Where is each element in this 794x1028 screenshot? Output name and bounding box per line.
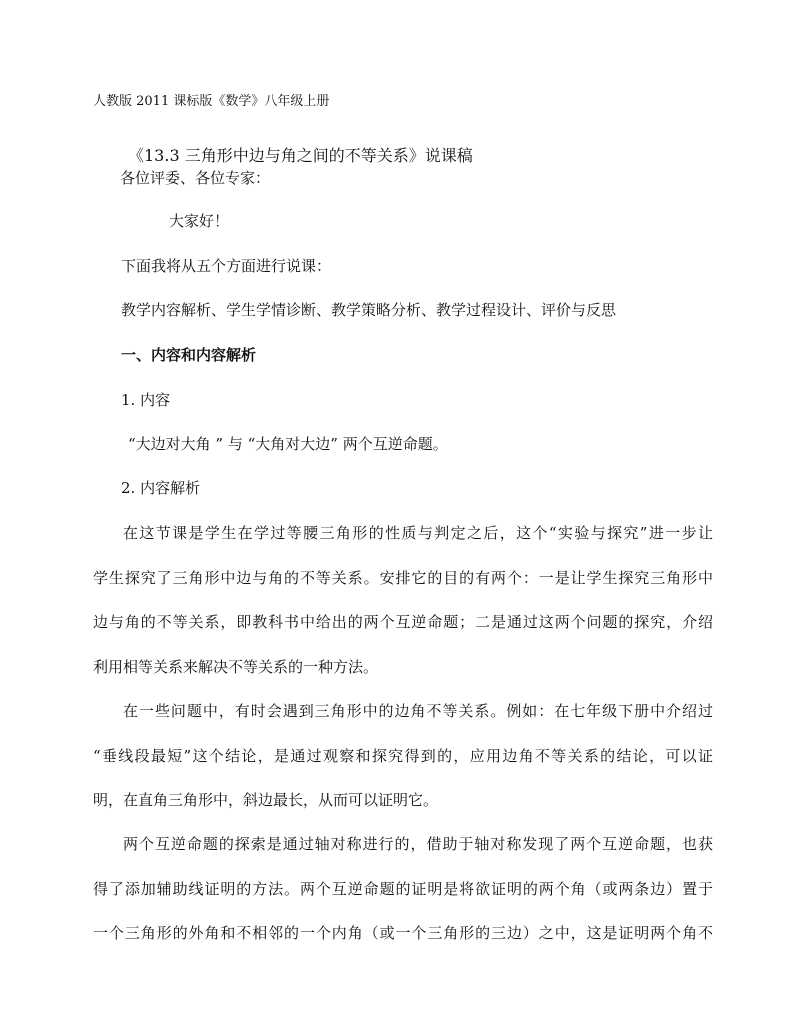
intro-text: 下面我将从五个方面进行说课： <box>121 257 332 275</box>
paragraph-analysis-1 <box>93 511 713 689</box>
document-header: 人教版 2011 课标版《数学》八年级上册 <box>93 94 330 109</box>
subheading-analysis: 2. 内容解析 <box>121 479 201 497</box>
hello-text: 大家好！ <box>169 212 230 230</box>
paragraph-line: 在这节课是学生在学过等腰三角形的性质与判定之后，这个“实验与探究”进一步让 <box>123 524 713 542</box>
section-heading-content: 一、内容和内容解析 <box>121 346 257 364</box>
paragraph-line: 一个三角形的外角和不相邻的一个内角（或一个三角形的三边）之中，这是证明两个角不 <box>93 924 713 942</box>
paragraph-analysis-2 <box>93 689 713 823</box>
greeting-text: 各位评委、各位专家： <box>120 169 271 187</box>
paragraph-line: “垂线段最短”这个结论，是通过观察和探究得到的，应用边角不等关系的结论，可以证 <box>93 746 713 765</box>
subheading-content: 1. 内容 <box>121 391 171 409</box>
paragraph-line: 在一些问题中，有时会遇到三角形中的边角不等关系。例如：在七年级下册中介绍过 <box>123 702 713 720</box>
paragraph-line: 明，在直角三角形中，斜边最长，从而可以证明它。 <box>93 791 439 809</box>
paragraph-line: 边与角的不等关系，即教科书中给出的两个互逆命题；二是通过这两个问题的探究，介绍 <box>93 613 713 631</box>
paragraph-line: 两个互逆命题的探索是通过轴对称进行的，借助于轴对称发现了两个互逆命题，也获 <box>123 835 713 853</box>
paragraph-line: 利用相等关系来解决不等关系的一种方法。 <box>93 657 379 676</box>
paragraph-line: 学生探究了三角形中边与角的不等关系。安排它的目的有两个：一是让学生探究三角形中 <box>93 568 713 587</box>
document-title: 《13.3 三角形中边与角之间的不等关系》说课稿 <box>128 146 473 165</box>
paragraph-line: 得了添加辅助线证明的方法。两个互逆命题的证明是将欲证明的两个角（或两条边）置于 <box>93 879 713 898</box>
paragraph-analysis-3 <box>93 822 713 956</box>
topics-list-text: 教学内容解析、学生学情诊断、教学策略分析、教学过程设计、评价与反思 <box>121 301 617 319</box>
content-statement: “大边对大角 ” 与 “大角对大边” 两个互逆命题。 <box>128 435 448 453</box>
